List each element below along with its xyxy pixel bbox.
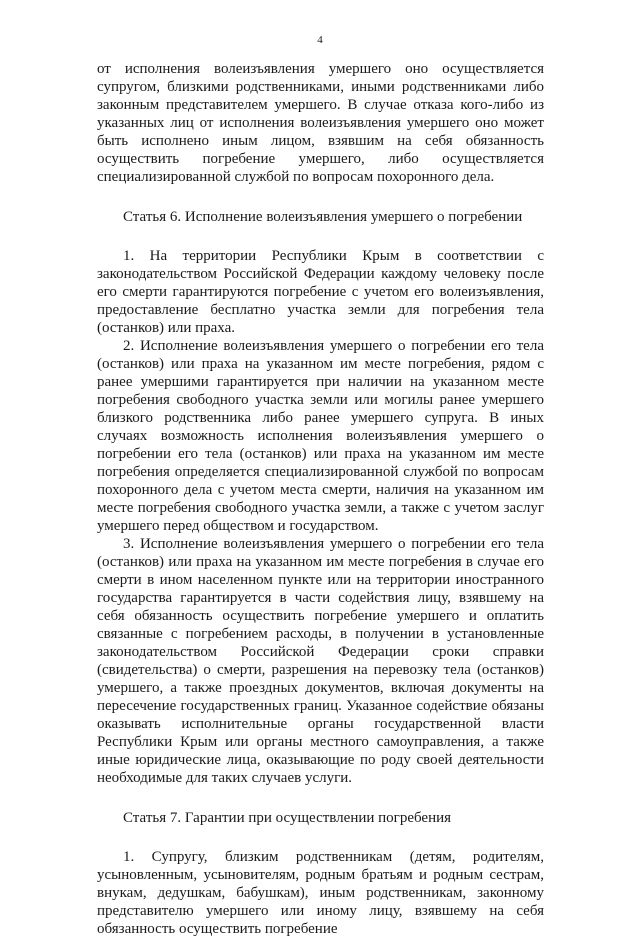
article-6-heading: Статья 6. Исполнение волеизъявления умершего о погребении (123, 209, 523, 225)
article-7-paragraph-1: 1. Супругу, близким родственникам (детям, родителям, усыновленным, усыновителям, родным братьям и родным сестрам, внукам, дедушкам, бабушкам), иным родственникам, законному представителю умершего или иному лицу, взявшему на себя обязанность осуществить погребение (97, 849, 544, 937)
article-6-paragraph-1: 1. На территории Республики Крым в соответствии с законодательством Российской Федерации каждому человеку после его смерти гарантируются погребение с учетом его волеизъявления, предоставление бесплатно участка земли для погребения тела (останков) или праха. (97, 248, 544, 336)
paragraph-continuation: от исполнения волеизъявления умершего оно осуществляется супругом, близкими родственниками, иными родственниками либо законным представителем умершего. В случае отказа кого-либо из указанных лиц от исполнения волеизъявления умершего оно может быть исполнено иным лицом, взявшим на себя обязанность осуществить погребение умершего, либо осуществляется специализированной службой по вопросам похоронного дела. (97, 61, 544, 185)
page-number: 4 (317, 34, 323, 46)
article-7-heading: Статья 7. Гарантии при осуществлении погребения (123, 810, 452, 826)
article-6-paragraph-2: 2. Исполнение волеизъявления умершего о погребении его тела (останков) или праха на указанном им месте погребения, рядом с ранее умершими гарантируется при наличии на указанном месте погребения свободного участка земли или могилы ранее умершего близкого родственника либо ранее умершего супруга. В иных случаях возможность исполнения волеизъявления умершего о погребении его тела (останков) или праха на указанном им месте погребения определяется специализированной службой по вопросам похоронного дела с учетом места смерти, наличия на указанном им месте погребения свободного участка земли, а также с учетом заслуг умершего перед обществом и государством. (97, 338, 544, 534)
document-body (97, 60, 544, 938)
article-6-paragraph-3: 3. Исполнение волеизъявления умершего о погребении его тела (останков) или праха на указанном им месте погребения в случае его смерти в ином населенном пункте или на территории иностранного государства гарантируется в части содействия лицу, взявшему на себя обязанность осуществить погребение умершего и оплатить связанные с погребением расходы, в получении в установленные законодательством Российской Федерации сроки справки (свидетельства) о смерти, разрешения на перевозку тела (останков) умершего, а также проездных документов, включая документы на пересечение государственных границ. Указанное содействие обязаны оказывать исполнительные органы государственной власти Республики Крым или органы местного самоуправления, а также иные юридические лица, оказывающие по роду своей деятельности необходимые для таких случаев услуги. (97, 536, 544, 786)
